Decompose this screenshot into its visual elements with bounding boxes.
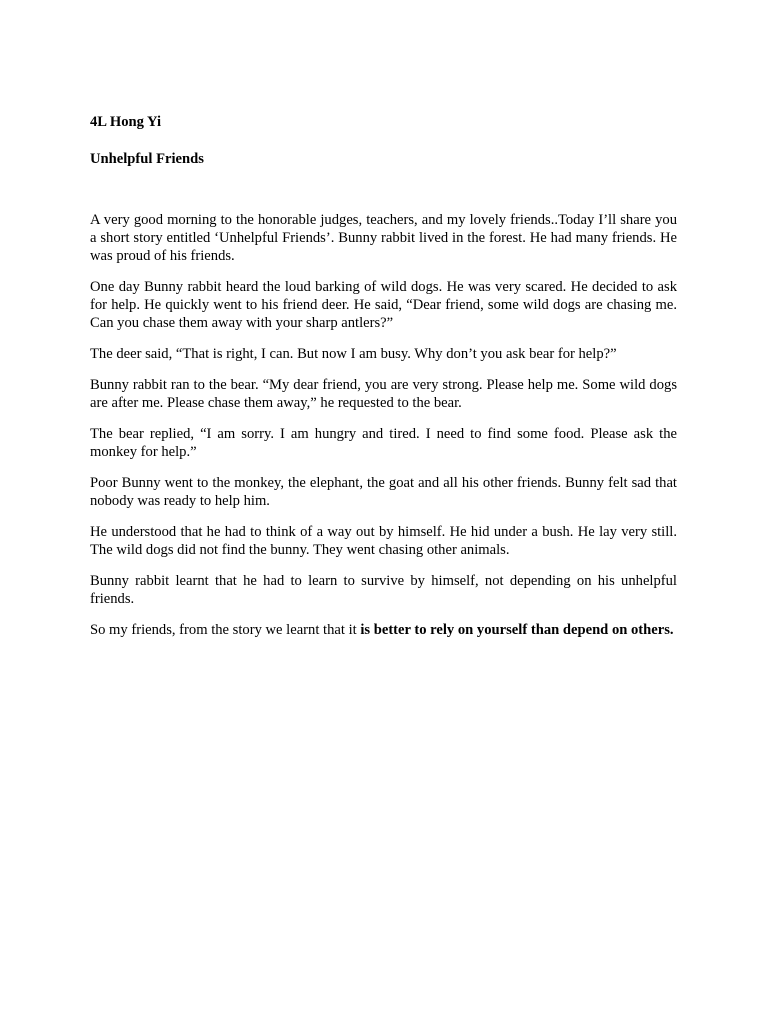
paragraph-2: One day Bunny rabbit heard the loud barking of wild dogs. He was very scared. He decided to ask for help. He quickly went to his friend deer. He said, “Dear friend, some wild dogs are chasing me. Can you chase them away with your sharp antlers?”	[90, 279, 677, 331]
conclusion-moral: is better to rely on yourself than depend on others.	[360, 622, 674, 638]
author-line: 4L Hong Yi	[90, 114, 162, 130]
document-page	[90, 113, 677, 652]
paragraph-3: The deer said, “That is right, I can. But now I am busy. Why don’t you ask bear for help?”	[90, 346, 617, 362]
conclusion-paragraph	[90, 621, 677, 639]
conclusion-text: So my friends, from the story we learnt that it	[90, 622, 361, 638]
paragraph-4: Bunny rabbit ran to the bear. “My dear friend, you are very strong. Please help me. Some wild dogs are after me. Please chase them away,” he requested to the bear.	[90, 377, 677, 411]
paragraph-8: Bunny rabbit learnt that he had to learn to survive by himself, not depending on his unhelpful friends.	[90, 573, 677, 607]
paragraph-1: A very good morning to the honorable judges, teachers, and my lovely friends..Today I’ll share you a short story entitled ‘Unhelpful Friends’. Bunny rabbit lived in the forest. He had many friends. He was proud of his friends.	[90, 212, 677, 264]
story-title: Unhelpful Friends	[90, 151, 204, 167]
paragraph-6: Poor Bunny went to the monkey, the elephant, the goat and all his other friends. Bunny felt sad that nobody was ready to help him.	[90, 475, 677, 509]
paragraph-5: The bear replied, “I am sorry. I am hungry and tired. I need to find some food. Please ask the monkey for help.”	[90, 426, 677, 460]
paragraph-7: He understood that he had to think of a way out by himself. He hid under a bush. He lay very still. The wild dogs did not find the bunny. They went chasing other animals.	[90, 524, 677, 558]
